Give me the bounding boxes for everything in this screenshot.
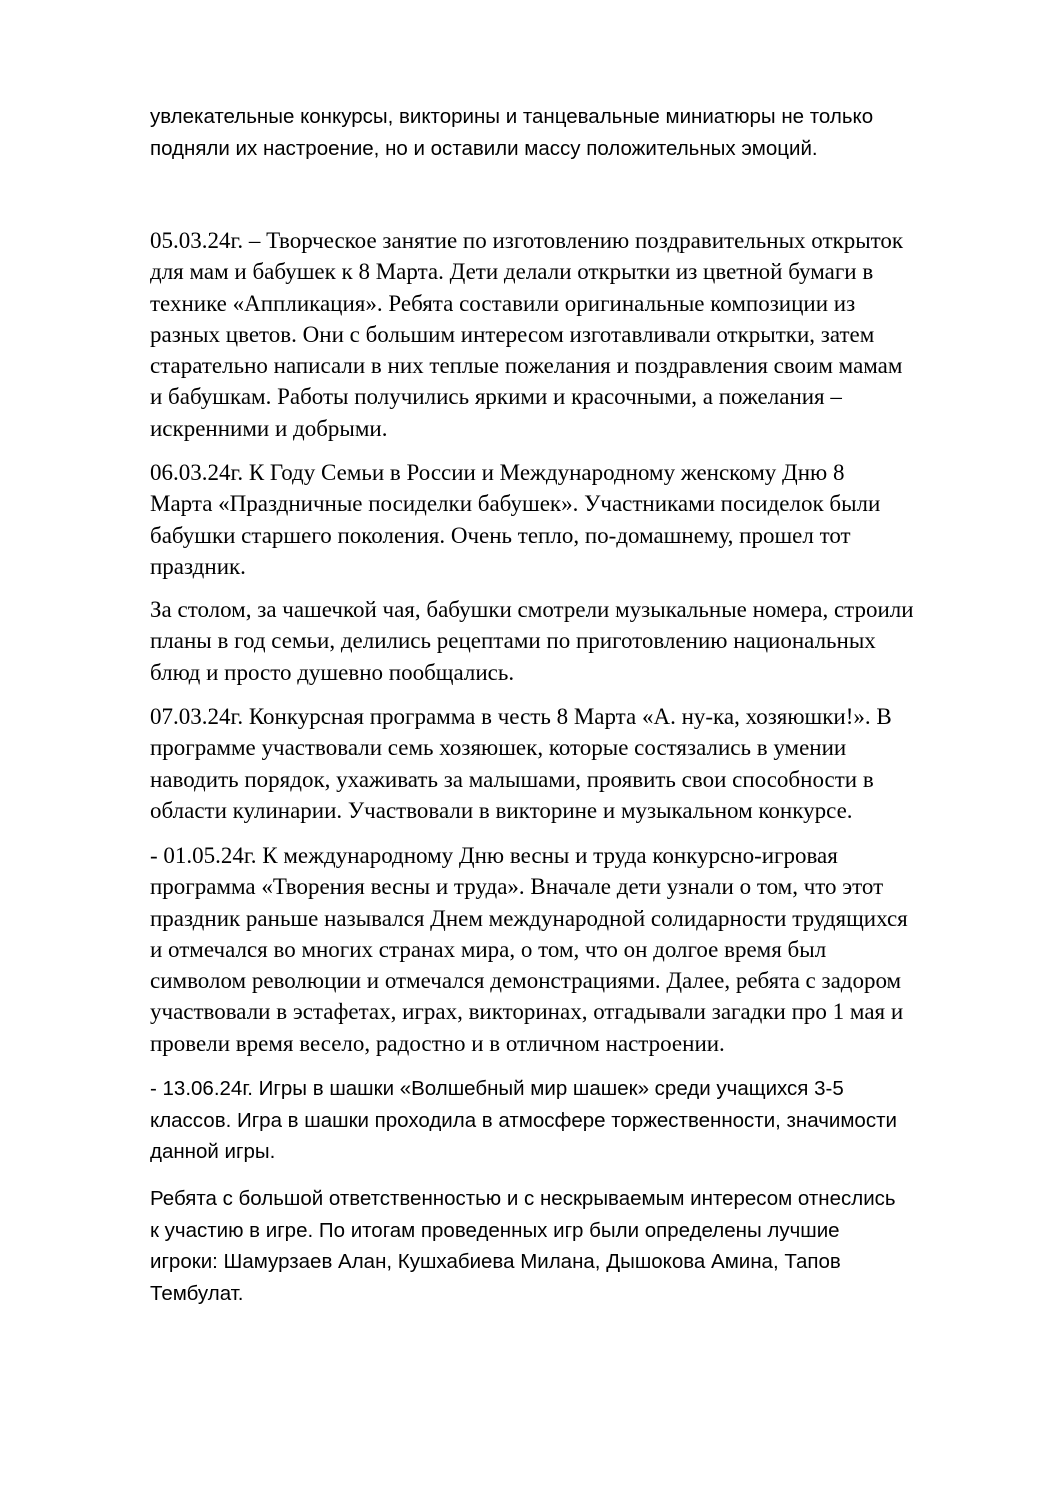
text-line: классов. Игра в шашки проходила в атмосфере торжественности, значимости xyxy=(150,1108,897,1132)
text-line: Марта «Праздничные посиделки бабушек». Участниками посиделок были xyxy=(150,491,881,517)
text-line: данной игры. xyxy=(150,1140,276,1163)
text-line: 06.03.24г. К Году Семьи в России и Международному женскому Дню 8 xyxy=(150,460,845,485)
text-line: бабушки старшего поколения. Очень тепло, по-домашнему, прошел тот xyxy=(150,522,851,548)
text-line: планы в год семьи, делились рецептами по приготовлению национальных xyxy=(150,628,876,654)
text-line: 05.03.24г. – Творческое занятие по изготовлению поздравительных открыток xyxy=(150,228,904,253)
text-line: - 13.06.24г. Игры в шашки «Волшебный мир шашек» среди учащихся 3-5 xyxy=(150,1077,844,1100)
paragraph-competitions-summary xyxy=(150,101,990,164)
text-line: разных цветов. Они с большим интересом изготавливали открытки, затем xyxy=(150,321,875,347)
text-line: для мам и бабушек к 8 Марта. Дети делали открытки из цветной бумаги в xyxy=(150,259,874,285)
text-line: наводить порядок, ухаживать за малышами, проявить свои способности в xyxy=(150,766,874,792)
text-line: участвовали в эстафетах, играх, викторинах, отгадывали загадки про 1 мая и xyxy=(150,999,904,1025)
text-line: области кулинарии. Участвовали в викторине и музыкальном конкурсе. xyxy=(150,797,853,823)
text-line: - 01.05.24г. К международному Дню весны и труда конкурсно-игровая xyxy=(150,843,838,868)
text-line: старательно написали в них теплые пожелания и поздравления своим мамам xyxy=(150,353,903,379)
text-line: 07.03.24г. Конкурсная программа в честь 8 Марта «А. ну-ка, хозяюшки!». В xyxy=(150,704,892,729)
text-line: блюд и просто душевно пообщались. xyxy=(150,659,515,685)
text-line: искренними и добрыми. xyxy=(150,415,388,441)
text-line: и отмечался во многих странах мира, о том, что он долгое время был xyxy=(150,936,827,962)
paragraph-spring-labour-day xyxy=(150,840,990,1059)
text-line: программа «Творения весны и труда». Вначале дети узнали о том, что этот xyxy=(150,874,884,900)
paragraph-checkers-game xyxy=(150,1073,990,1168)
text-line: За столом, за чашечкой чая, бабушки смотрели музыкальные номера, строили xyxy=(150,597,914,622)
text-line: подняли их настроение, но и оставили массу положительных эмоций. xyxy=(150,136,818,160)
paragraph-grandmothers-gathering xyxy=(150,457,990,582)
text-line: программе участвовали семь хозяюшек, которые состязались в умении xyxy=(150,735,847,761)
text-line: игроки: Шамурзаев Алан, Кушхабиева Милана, Дышокова Амина, Тапов xyxy=(150,1250,841,1273)
text-line: праздник. xyxy=(150,553,246,579)
paragraph-tea-table xyxy=(150,594,990,688)
text-line: технике «Аппликация». Ребята составили оригинальные композиции из xyxy=(150,290,856,316)
paragraph-housewives-contest xyxy=(150,701,990,826)
text-line: символом революции и отмечался демонстрациями. Далее, ребята с задором xyxy=(150,968,902,994)
text-line: и бабушкам. Работы получились яркими и красочными, а пожелания – xyxy=(150,384,842,410)
text-line: увлекательные конкурсы, викторины и танцевальные миниатюры не только xyxy=(150,105,874,128)
paragraph-checkers-winners xyxy=(150,1183,990,1309)
text-line: к участию в игре. По итогам проведенных игр были определены лучшие xyxy=(150,1218,840,1242)
text-line: праздник раньше назывался Днем международной солидарности трудящихся xyxy=(150,905,908,931)
text-line: Тембулат. xyxy=(150,1281,244,1305)
paragraph-greeting-cards-workshop xyxy=(150,225,990,444)
text-line: Ребята с большой ответственностью и с нескрываемым интересом отнеслись xyxy=(150,1187,896,1210)
text-line: провели время весело, радостно и в отличном настроении. xyxy=(150,1030,725,1056)
